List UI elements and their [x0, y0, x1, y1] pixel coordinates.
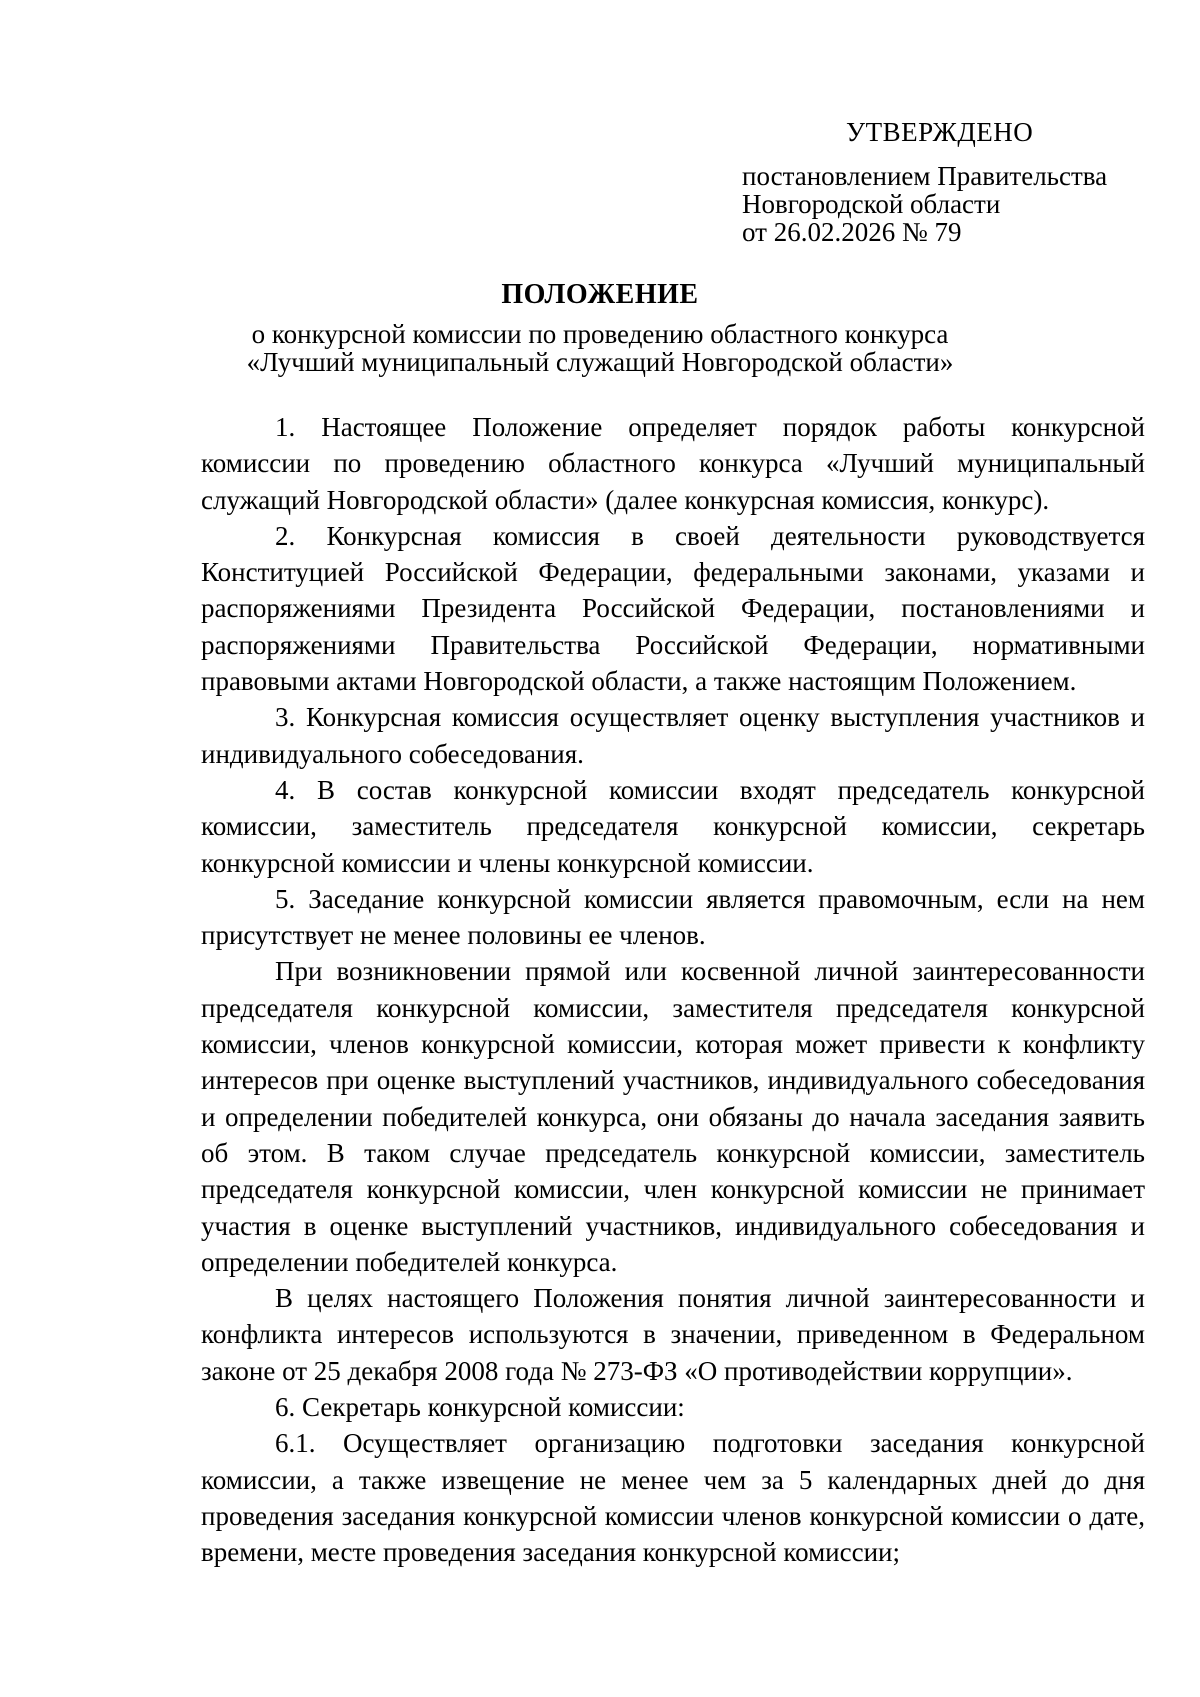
document-body [201, 409, 1145, 1571]
paragraph-conflict-of-interest: При возникновении прямой или косвенной личной заинтересованности председателя конкурсной комиссии, заместителя председателя конкурсной комиссии, членов конкурсной комиссии, которая может привести к конфликту интересов при оценке выступлений участников, индивидуального собеседования и определении победителей конкурса, они обязаны до начала заседания заявить об этом. В таком случае председатель конкурсной комиссии, заместитель председателя конкурсной комиссии, член конкурсной комиссии не принимает участия в оценке выступлений участников, индивидуального собеседования и определении победителей конкурса. [201, 956, 1145, 1277]
paragraph-5: 5. Заседание конкурсной комиссии является правомочным, если на нем присутствует не менее половины ее членов. [201, 883, 1145, 951]
approval-line-1: постановлением Правительства [742, 161, 1108, 191]
approval-stamp [742, 118, 1162, 246]
approval-line-2: Новгородской области [742, 189, 1001, 219]
paragraph-6: 6. Секретарь конкурсной комиссии: [275, 1392, 685, 1423]
paragraph-6-1: 6.1. Осуществляет организацию подготовки заседания конкурсной комиссии, а также извещение не менее чем за 5 календарных дней до дня проведения заседания конкурсной комиссии членов конкурсной комиссии о дате, времени, месте проведения заседания конкурсной комиссии; [201, 1428, 1145, 1568]
paragraph-4: 4. В состав конкурсной комиссии входят председатель конкурсной комиссии, заместитель председателя конкурсной комиссии, секретарь конкурсной комиссии и члены конкурсной комиссии. [201, 774, 1145, 878]
paragraph-3: 3. Конкурсная комиссия осуществляет оценку выступления участников и индивидуального собеседования. [201, 702, 1145, 769]
approval-title: УТВЕРЖДЕНО [846, 117, 1034, 147]
approval-line-3: от 26.02.2026 № 79 [742, 217, 962, 247]
document-subtitle [0, 320, 1200, 376]
paragraph-definitions: В целях настоящего Положения понятия личной заинтересованности и конфликта интересов используются в значении, приведенном в Федеральном законе от 25 декабря 2008 года № 273-ФЗ «О противодействии коррупции». [201, 1283, 1145, 1386]
document-title: ПОЛОЖЕНИЕ [501, 279, 699, 310]
paragraph-1: 1. Настоящее Положение определяет порядок работы конкурсной комиссии по проведению областного конкурса «Лучший муниципальный служащий Новгородской области» (далее конкурсная комиссия, конкурс). [201, 412, 1145, 515]
subtitle-line-1: о конкурсной комиссии по проведению областного конкурса [251, 319, 949, 349]
subtitle-line-2: «Лучший муниципальный служащий Новгородской области» [246, 347, 954, 377]
paragraph-2: 2. Конкурсная комиссия в своей деятельности руководствуется Конституцией Российской Федерации, федеральными законами, указами и распоряжениями Президента Российской Федерации, постановлениями и распоряжениями Правительства Российской Федерации, нормативными правовыми актами Новгородской области, а также настоящим Положением. [201, 520, 1145, 697]
